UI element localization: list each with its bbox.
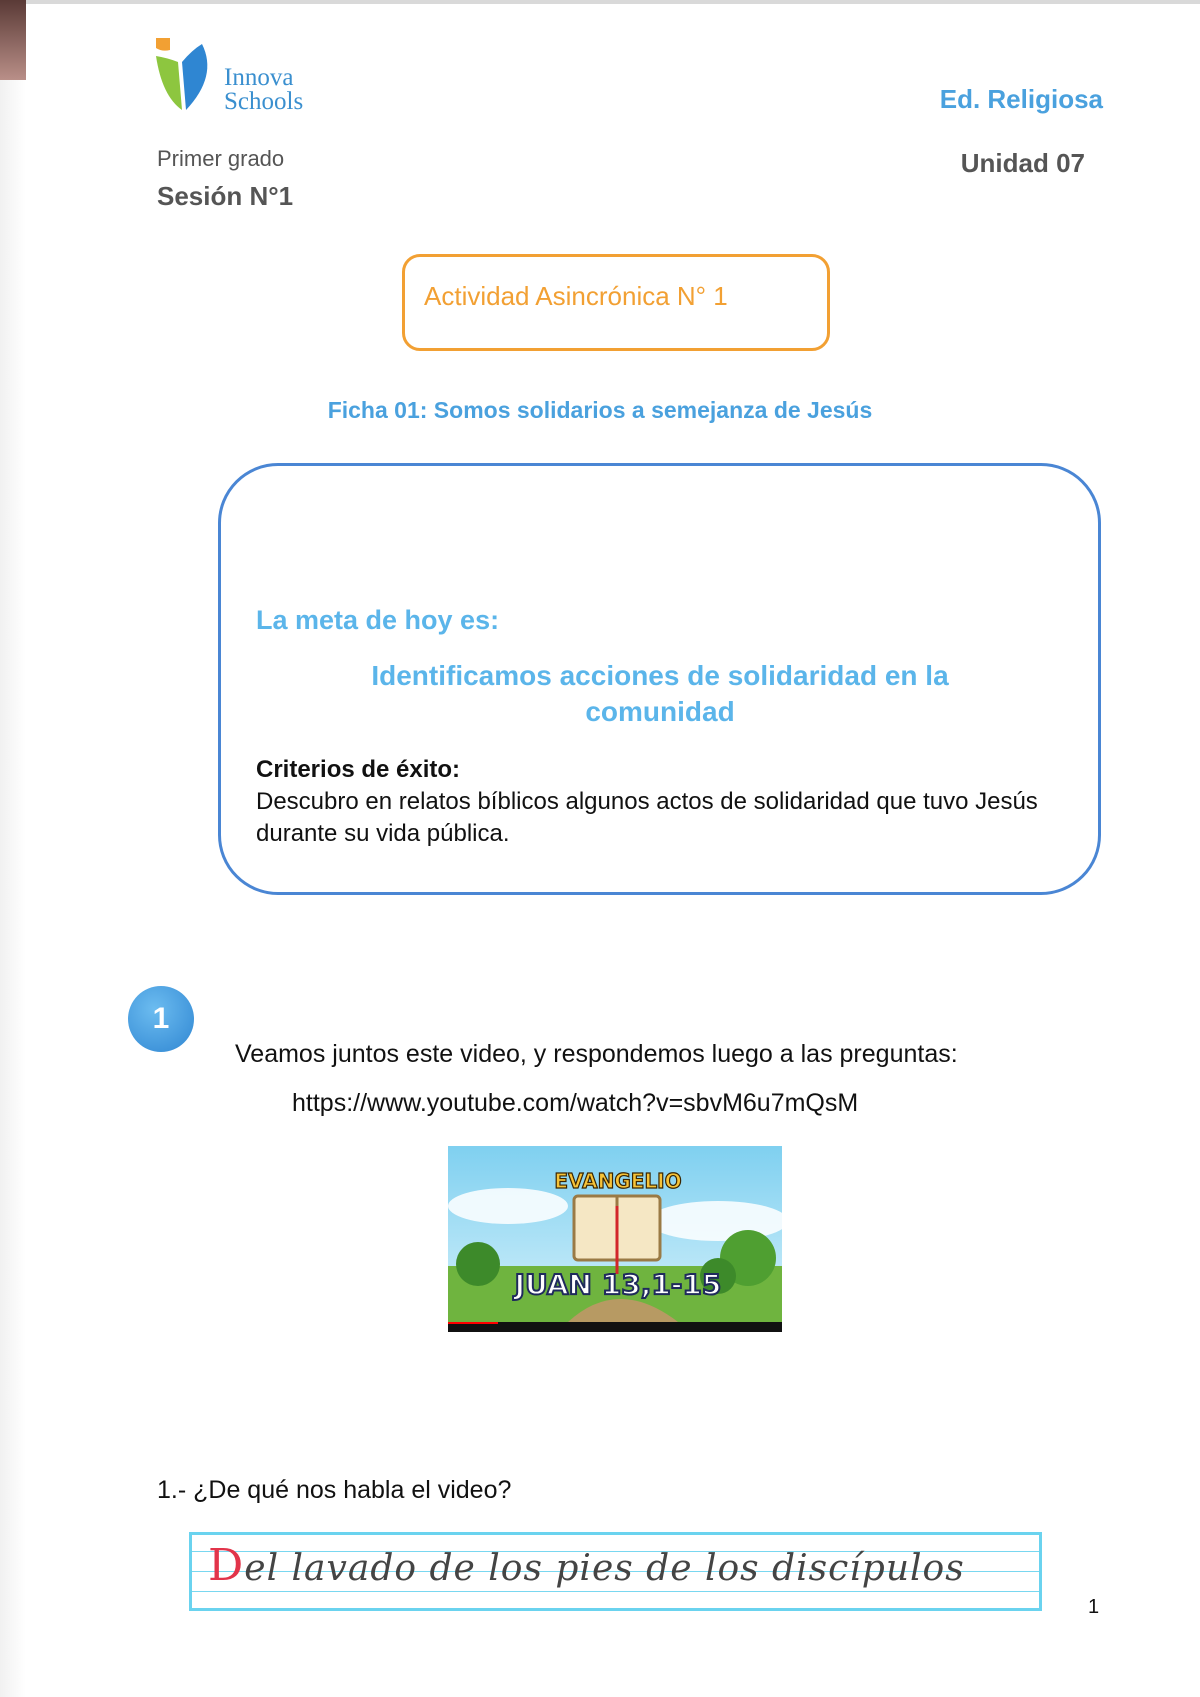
- video-bottom-label: JUAN 13,1-15: [514, 1268, 722, 1301]
- session-label: Sesión N°1: [157, 181, 294, 211]
- scan-left-edge: [0, 0, 26, 1697]
- goal-text: Identificamos acciones de solidaridad en la comunidad: [371, 660, 949, 727]
- video-url-link[interactable]: https://www.youtube.com/watch?v=sbvM6u7mQsM: [292, 1089, 859, 1117]
- handwritten-answer: [208, 1540, 965, 1591]
- logo-line-2: Schools: [224, 88, 304, 115]
- step-number-badge: 1: [128, 986, 194, 1052]
- criteria-text: Descubro en relatos bíblicos algunos actos de solidaridad que tuvo Jesús durante su vida pública.: [256, 788, 1038, 847]
- logo-line-1: Innova: [224, 64, 294, 91]
- goal-title: La meta de hoy es:: [256, 605, 500, 635]
- criteria-title: Criterios de éxito:: [256, 756, 461, 783]
- video-thumbnail[interactable]: [448, 1146, 782, 1332]
- subject-title: Ed. Religiosa: [939, 84, 1103, 114]
- answer-first-letter: D: [208, 1540, 245, 1591]
- video-top-label: EVANGELIO: [554, 1169, 682, 1193]
- scan-corner-artifact: [0, 0, 26, 80]
- activity-label: Actividad Asincrónica N° 1: [424, 281, 728, 311]
- page-number: 1: [1088, 1596, 1100, 1618]
- answer-text: el lavado de los pies de los discípulos: [244, 1548, 965, 1589]
- ficha-title: Ficha 01: Somos solidarios a semejanza de Jesús: [327, 397, 873, 423]
- innova-logo-icon: [152, 36, 227, 116]
- question-1: 1.- ¿De qué nos habla el video?: [157, 1476, 512, 1504]
- step-instruction: Veamos juntos este video, y respondemos luego a las preguntas:: [235, 1040, 958, 1068]
- logo-wordmark: [224, 66, 303, 114]
- unit-label: Unidad 07: [960, 148, 1085, 178]
- scan-top-edge: [0, 0, 1200, 4]
- answer-guide-line: [192, 1591, 1039, 1592]
- grade-label: Primer grado: [157, 146, 285, 171]
